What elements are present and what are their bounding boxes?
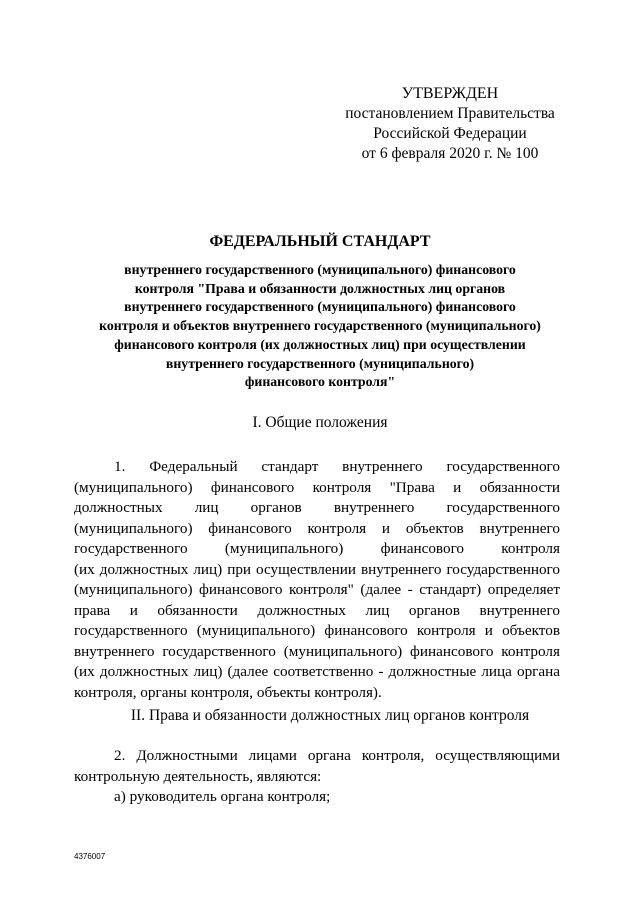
paragraph-line: государственного (муниципального) финансового контроля и объектов (74, 622, 560, 639)
approval-stamp (330, 84, 570, 164)
subtitle-line: внутреннего государственного (муниципального) (165, 355, 475, 371)
paragraph-line: 1. Федеральный стандарт внутреннего государственного (114, 458, 560, 475)
approval-date-number: от 6 февраля 2020 г. № 100 (361, 145, 539, 162)
paragraph-line: внутреннего государственного (муниципального) финансового контроля (74, 642, 560, 660)
paragraph-line: (муниципального) финансового контроля "Права и обязанности (74, 478, 560, 496)
document-subtitle (60, 261, 580, 392)
document-code: 4376007 (74, 852, 106, 861)
paragraph-line: контрольную деятельность, являются: (74, 767, 322, 785)
paragraph-2 (74, 746, 560, 808)
paragraph-line: 2. Должностными лицами органа контроля, осуществляющими (114, 747, 560, 764)
approval-heading: УТВЕРЖДЕН (401, 85, 499, 102)
subtitle-line: финансового контроля (их должностных лиц) при осуществлении (114, 336, 526, 352)
approval-line: постановлением Правительства (345, 105, 555, 122)
paragraph-line: права и обязанности должностных лиц органов внутреннего (74, 601, 560, 619)
section-heading: II. Права и обязанности должностных лиц органов контроля (130, 707, 530, 724)
approval-line: Российской Федерации (373, 125, 527, 142)
paragraph-line: должностных лиц органов внутреннего государственного (74, 499, 560, 516)
subtitle-line: внутреннего государственного (муниципального) финансового (124, 262, 516, 277)
subtitle-line: внутреннего государственного (муниципального) финансового (124, 299, 516, 315)
paragraph-line: (муниципального) финансового контроля и объектов внутреннего (74, 519, 560, 537)
subtitle-line: финансового контроля" (244, 374, 396, 390)
paragraph-line: государственного (муниципального) финансового контроля (74, 540, 560, 557)
paragraph-line: а) руководитель органа контроля; (114, 788, 331, 805)
paragraph-line: контроля, органы контроля, объекты контроля). (74, 683, 382, 701)
paragraph-line: (муниципального) финансового контроля" (далее - стандарт) определяет (74, 581, 560, 598)
subtitle-line: контроля "Права и обязанности должностных лиц органов (134, 280, 506, 296)
paragraph-line: (их должностных лиц) при осуществлении внутреннего государственного (74, 560, 560, 578)
section-heading: I. Общие положения (252, 414, 388, 431)
paragraph-line: (их должностных лиц) (далее соответственно - должностные лица органа (74, 663, 560, 680)
paragraph-1 (74, 457, 560, 703)
document-title: ФЕДЕРАЛЬНЫЙ СТАНДАРТ (209, 233, 431, 250)
subtitle-line: контроля и объектов внутреннего государственного (муниципального) (99, 318, 541, 334)
